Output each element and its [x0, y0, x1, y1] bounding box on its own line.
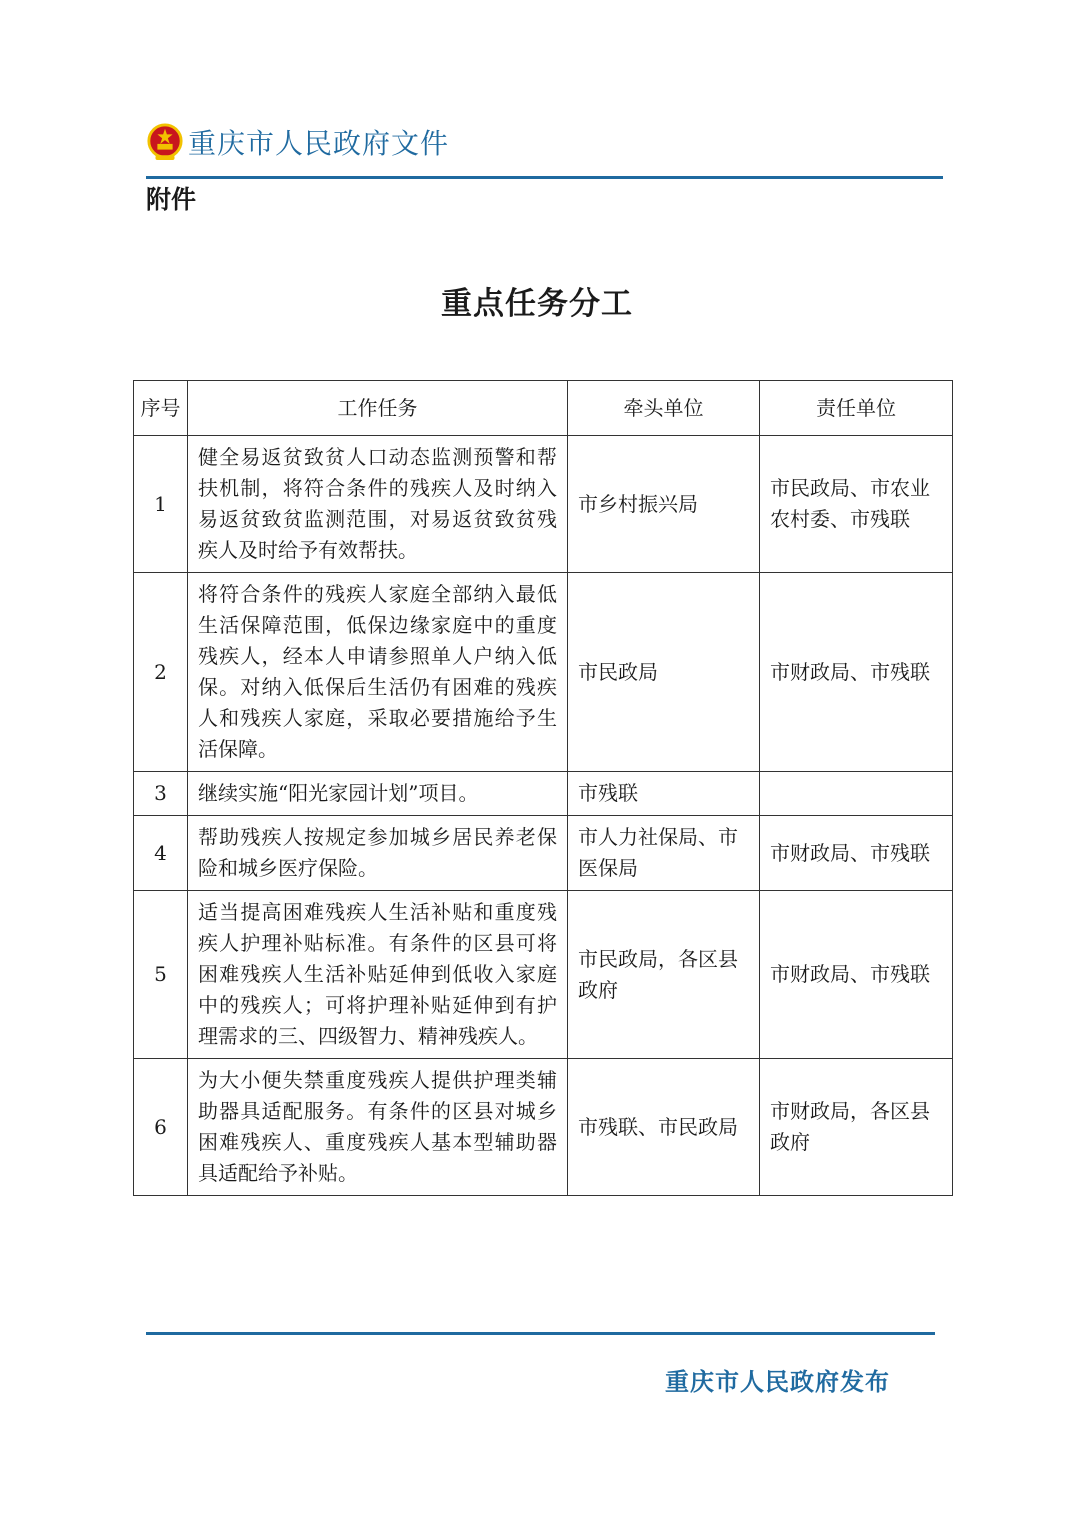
responsible-unit-cell: 市财政局、市残联: [760, 891, 953, 1059]
lead-unit-cell: 市民政局: [568, 573, 760, 772]
responsible-unit-cell: [760, 772, 953, 816]
lead-unit-cell: 市残联、市民政局: [568, 1059, 760, 1196]
table-header-row: [134, 381, 953, 436]
column-header-seq: 序号: [134, 381, 188, 436]
table-row: [134, 1059, 953, 1196]
responsible-unit-cell: 市财政局、市残联: [760, 816, 953, 891]
table-row: [134, 891, 953, 1059]
lead-unit-cell: 市民政局，各区县政府: [568, 891, 760, 1059]
task-cell: 继续实施“阳光家园计划”项目。: [188, 772, 568, 816]
footer-publisher: 重庆市人民政府发布: [665, 1367, 890, 1396]
table-row: [134, 573, 953, 772]
responsible-unit-cell: 市民政局、市农业农村委、市残联: [760, 436, 953, 573]
responsible-unit-cell: 市财政局，各区县政府: [760, 1059, 953, 1196]
footer-rule: [146, 1332, 935, 1335]
column-header-lead: 牵头单位: [568, 381, 760, 436]
task-cell: 健全易返贫致贫人口动态监测预警和帮扶机制，将符合条件的残疾人及时纳入易返贫致贫监测范围，对易返贫致贫残疾人及时给予有效帮扶。: [188, 436, 568, 573]
task-cell: 帮助残疾人按规定参加城乡居民养老保险和城乡医疗保险。: [188, 816, 568, 891]
attachment-label: 附件: [146, 185, 197, 214]
header-title: 重庆市人民政府文件: [188, 127, 450, 160]
header-rule: [146, 176, 943, 179]
seq-cell: 1: [134, 436, 188, 573]
national-emblem-icon: [146, 122, 184, 162]
seq-cell: 2: [134, 573, 188, 772]
lead-unit-cell: 市乡村振兴局: [568, 436, 760, 573]
task-table: [133, 380, 953, 1196]
seq-cell: 3: [134, 772, 188, 816]
document-header: [146, 120, 449, 164]
seq-cell: 5: [134, 891, 188, 1059]
column-header-task: 工作任务: [188, 381, 568, 436]
seq-cell: 6: [134, 1059, 188, 1196]
column-header-resp: 责任单位: [760, 381, 953, 436]
task-cell: 为大小便失禁重度残疾人提供护理类辅助器具适配服务。有条件的区县对城乡困难残疾人、重度残疾人基本型辅助器具适配给予补贴。: [188, 1059, 568, 1196]
table-row: [134, 816, 953, 891]
table-row: [134, 436, 953, 573]
lead-unit-cell: 市残联: [568, 772, 760, 816]
document-title: 重点任务分工: [441, 286, 633, 322]
task-cell: 适当提高困难残疾人生活补贴和重度残疾人护理补贴标准。有条件的区县可将困难残疾人生活补贴延伸到低收入家庭中的残疾人；可将护理补贴延伸到有护理需求的三、四级智力、精神残疾人。: [188, 891, 568, 1059]
task-cell: 将符合条件的残疾人家庭全部纳入最低生活保障范围，低保边缘家庭中的重度残疾人，经本人申请参照单人户纳入低保。对纳入低保后生活仍有困难的残疾人和残疾人家庭，采取必要措施给予生活保障。: [188, 573, 568, 772]
responsible-unit-cell: 市财政局、市残联: [760, 573, 953, 772]
table-row: [134, 772, 953, 816]
lead-unit-cell: 市人力社保局、市医保局: [568, 816, 760, 891]
seq-cell: 4: [134, 816, 188, 891]
